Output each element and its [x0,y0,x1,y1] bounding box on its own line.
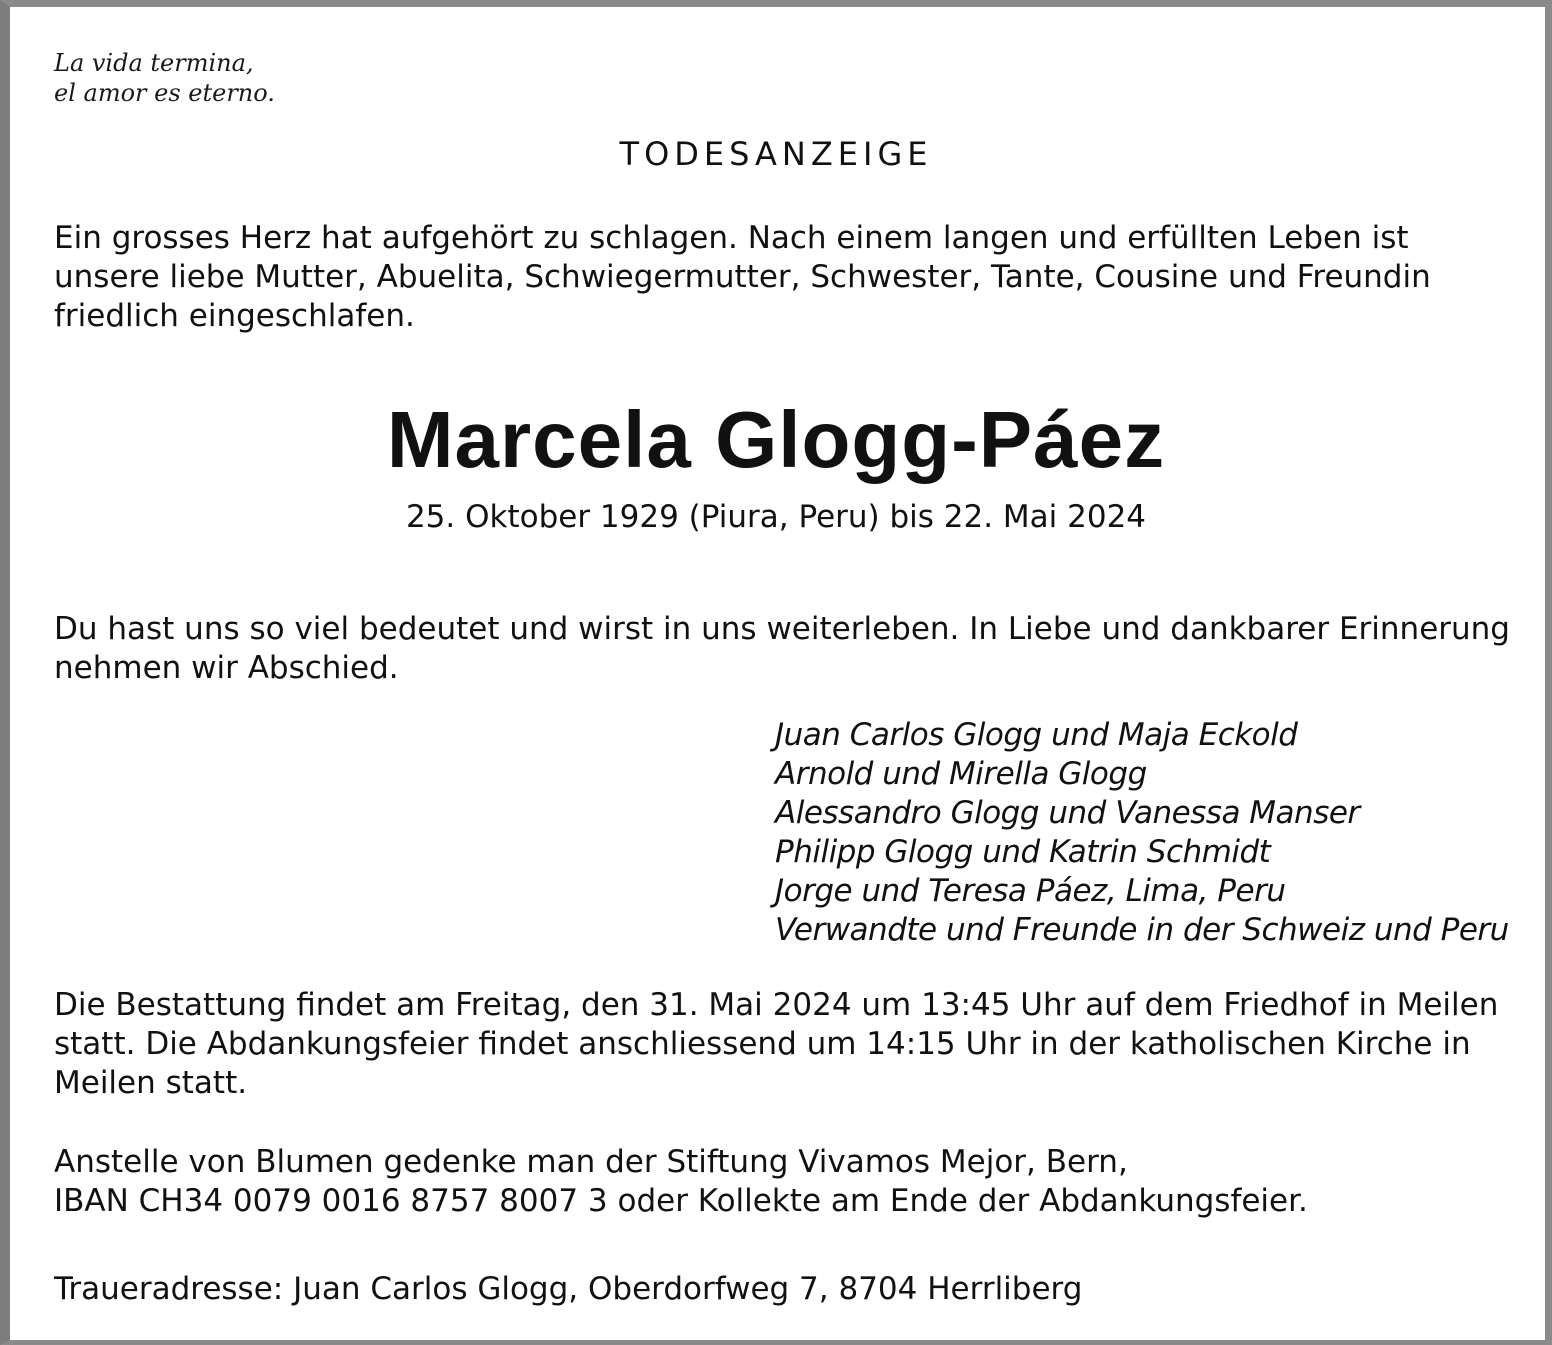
mourner-entry: Alessandro Glogg und Vanessa Manser [775,795,1360,831]
mourner-entry: Philipp Glogg und Katrin Schmidt [775,834,1271,870]
donation-paragraph [54,1143,1514,1221]
motto-line-1: La vida termina, [54,49,254,77]
mourning-address: Traueradresse: Juan Carlos Glogg, Oberdorfweg 7, 8704 Herrliberg [54,1271,1083,1307]
mourner-entry: Arnold und Mirella Glogg [775,756,1147,792]
motto-line-2: el amor es eterno. [54,79,275,107]
life-dates: 25. Oktober 1929 (Piura, Peru) bis 22. Mai 2024 [405,499,1147,535]
funeral-paragraph: Die Bestattung findet am Freitag, den 31. Mai 2024 um 13:45 Uhr auf dem Friedhof in Meilen statt. Die Abdankungsfeier findet anschliessend um 14:15 Uhr in der katholischen Kirche in Meilen statt. [54,987,1499,1101]
deceased-name: Marcela Glogg-Páez [386,395,1166,484]
mourner-entry: Juan Carlos Glogg und Maja Eckold [775,717,1298,753]
mourner-entry: Jorge und Teresa Páez, Lima, Peru [775,873,1286,909]
notice-heading: TODESANZEIGE [619,135,933,173]
mourners-list [775,716,1509,950]
farewell-paragraph: Du hast uns so viel bedeutet und wirst in uns weiterleben. In Liebe und dankbarer Erinnerung nehmen wir Abschied. [54,611,1510,686]
motto [54,48,275,108]
donation-line-1: Anstelle von Blumen gedenke man der Stiftung Vivamos Mejor, Bern, [54,1144,1128,1180]
intro-paragraph: Ein grosses Herz hat aufgehört zu schlagen. Nach einem langen und erfüllten Leben ist unsere liebe Mutter, Abuelita, Schwiegermutter, Schwester, Tante, Cousine und Freundin friedlich eingeschlafen. [54,220,1431,334]
donation-line-2: IBAN CH34 0079 0016 8757 8007 3 oder Kollekte am Ende der Abdankungsfeier. [54,1183,1308,1219]
mourner-entry: Verwandte und Freunde in der Schweiz und Peru [775,912,1509,948]
